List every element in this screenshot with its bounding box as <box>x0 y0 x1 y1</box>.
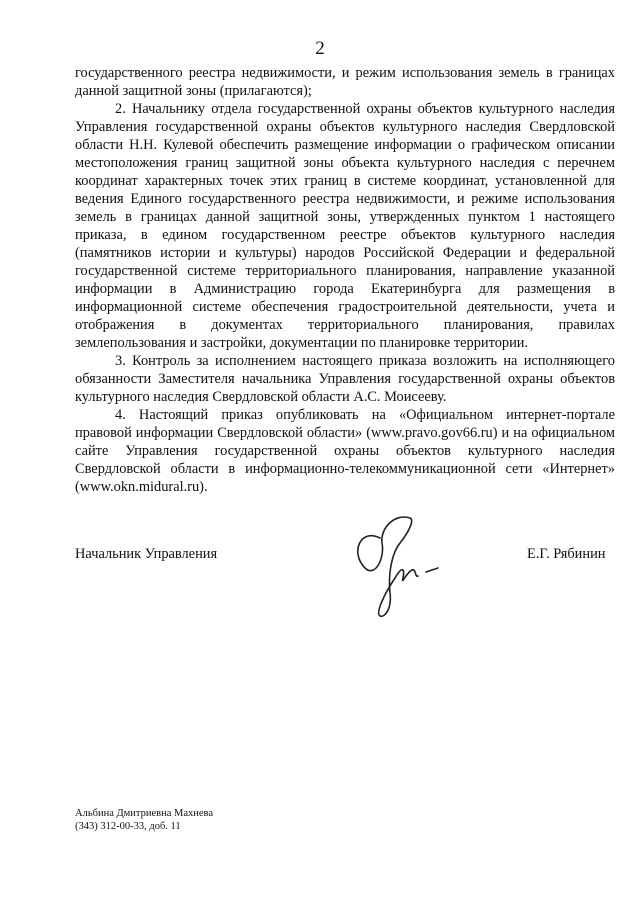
executor-phone: (343) 312-00-33, доб. 11 <box>75 821 181 832</box>
paragraph-continuation: государственного реестра недвижимости, и режим использования земель в границах данной защитной зоны (прилагаются); <box>75 65 615 99</box>
document-body <box>75 64 615 496</box>
signatory-name: Е.Г. Рябинин <box>527 546 606 562</box>
signatory-title: Начальник Управления <box>75 546 218 562</box>
executor-contact <box>75 807 213 833</box>
executor-name: Альбина Дмитриевна Махнева <box>75 808 214 819</box>
paragraph-item-4: 4. Настоящий приказ опубликовать на «Официальном интернет-портале правовой информации Свердловской области» (www.pravo.gov66.ru) и на официальном сайте Управления государственной охраны объектов культурного наследия Свердловской области в информационно-телекоммуникационной сети «Интернет» (www.okn.midural.ru). <box>75 407 615 495</box>
handwritten-signature <box>340 498 470 628</box>
paragraph-item-3: 3. Контроль за исполнением настоящего приказа возложить на исполняющего обязанности Заместителя начальника Управления государственной охраны объектов культурного наследия Свердловской области А.С. Моисееву. <box>75 353 615 405</box>
paragraph-item-2: 2. Начальнику отдела государственной охраны объектов культурного наследия Управления государственной охраны объектов культурного наследия Свердловской области Н.Н. Кулевой обеспечить размещение информации о графическом описании местоположения границ защитной зоны объекта культурного наследия с перечнем координат характерных точек этих границ в системе координат, установленной для ведения Единого государственного реестра недвижимости, и режиме использования земель в границах данной защитной зоны, утвержденных пунктом 1 настоящего приказа, в едином государственном реестре объектов культурного наследия (памятников истории и культуры) народов Российской Федерации и федеральной государственной системе территориального планирования, направление указанной информации в Администрацию города Екатеринбурга для размещения в информационной системе обеспечения градостроительной деятельности, учета и отображения в документах территориального планирования, правилах землепользования и застройки, документации по планировке территории. <box>75 101 615 351</box>
page-number: 2 <box>315 38 325 59</box>
